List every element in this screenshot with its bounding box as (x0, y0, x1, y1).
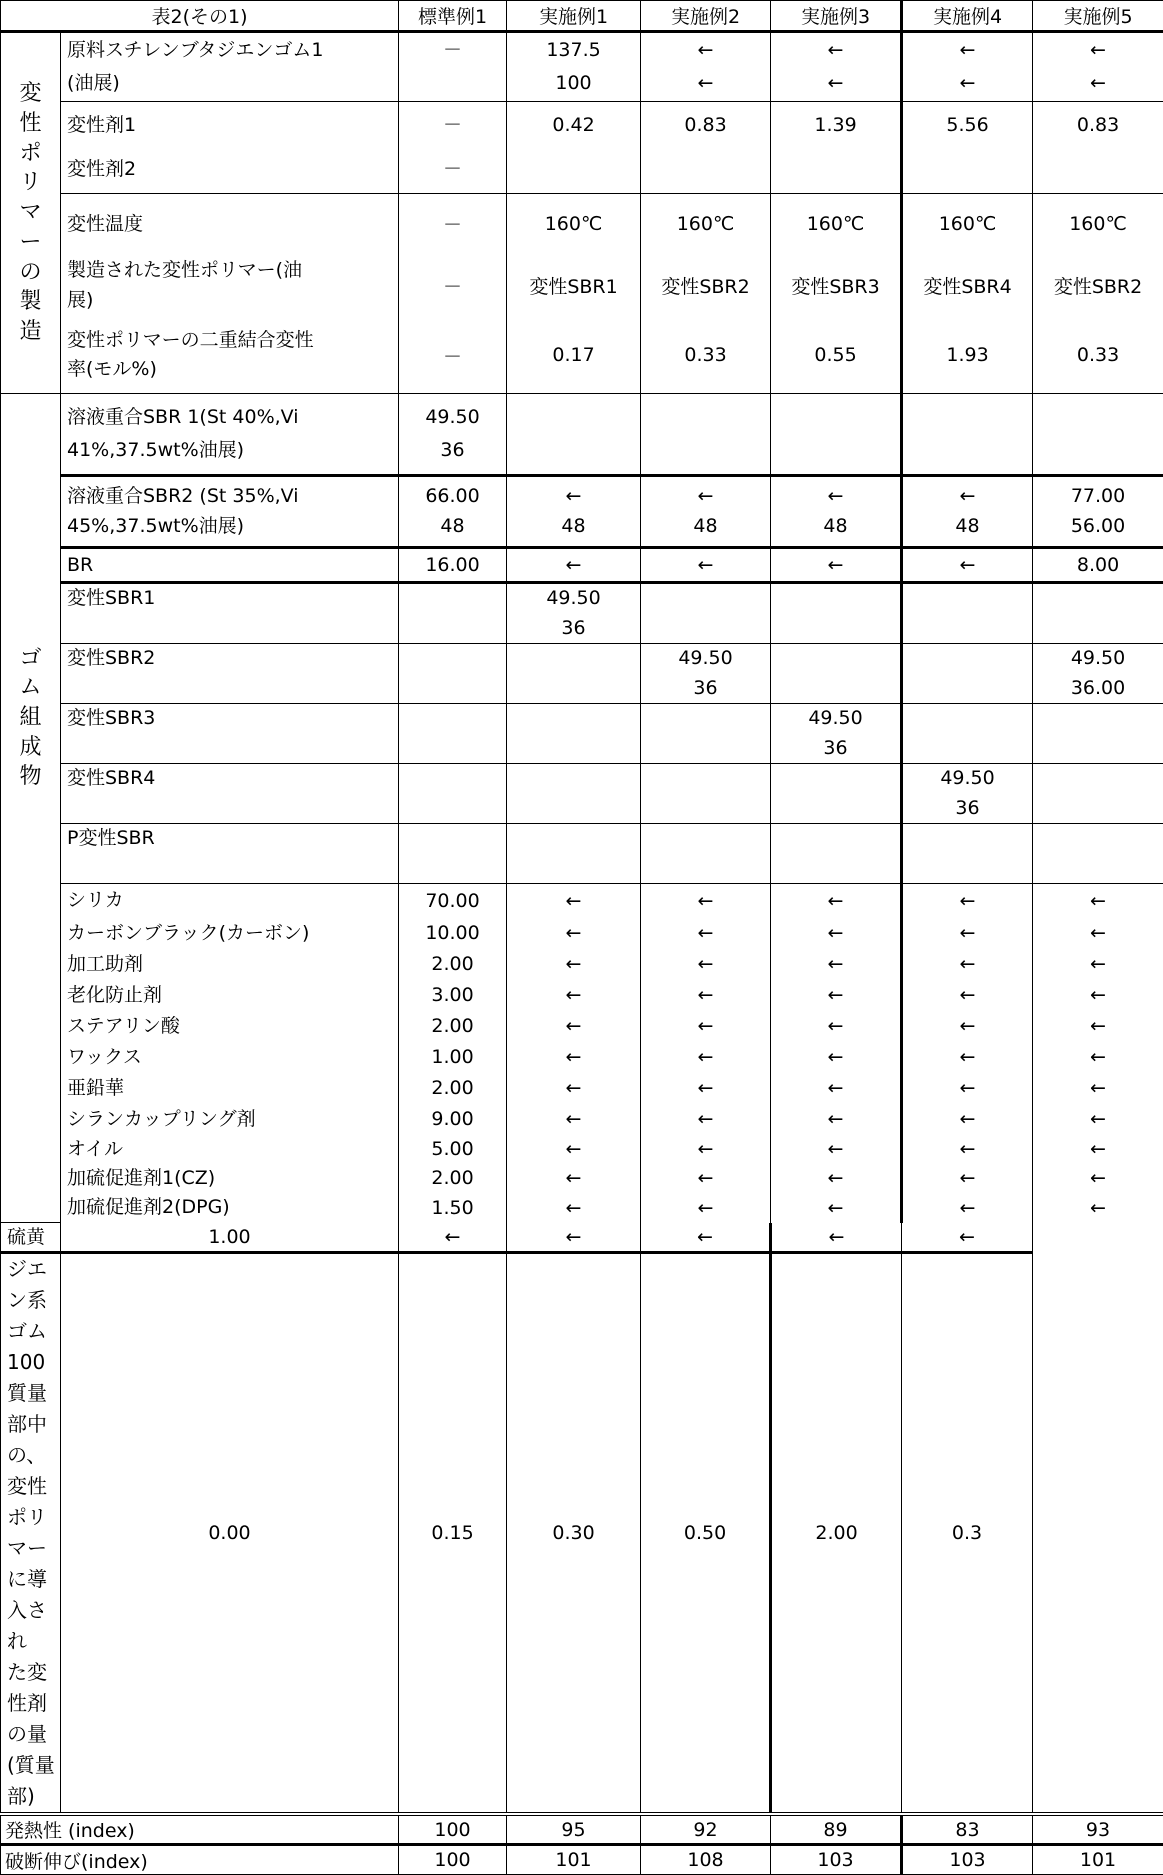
cell: ← ← (641, 32, 771, 102)
cell: 49.50 36 (641, 644, 771, 704)
cell: ← (1033, 918, 1163, 949)
cell: 0.55 (771, 318, 902, 394)
cell: ← (641, 884, 771, 918)
cell: ← (641, 1011, 771, 1042)
table-row-additive (1, 918, 1163, 949)
cell: 1.39 (771, 102, 902, 194)
cell: 101 (507, 1845, 641, 1875)
table-row-modifier (1, 102, 1163, 194)
cell: ← (902, 949, 1033, 980)
table-row-br (1, 548, 1163, 583)
cell: 0.42 (507, 102, 641, 194)
cell: ← (641, 548, 771, 583)
cell: ← (507, 1223, 641, 1253)
table-row-modifier-amount (1, 1253, 1163, 1815)
row-label: 加硫促進剤2(DPG) (61, 1193, 399, 1223)
cell: ← (1033, 980, 1163, 1011)
cell (641, 394, 771, 476)
cell: － (399, 32, 507, 102)
row-label: P変性SBR (61, 824, 399, 884)
row-label: 変性剤1 変性剤2 (61, 102, 399, 194)
cell: ← (641, 980, 771, 1011)
table-row-additive (1, 1042, 1163, 1073)
cell: 70.00 (399, 884, 507, 918)
cell: 10.00 (399, 918, 507, 949)
row-label: 発熱性 (index) (1, 1814, 399, 1845)
table-row-additive (1, 1011, 1163, 1042)
cell: 49.50 36.00 (1033, 644, 1163, 704)
cell: ← (1033, 1104, 1163, 1135)
cell: ← (771, 548, 902, 583)
cell: ← (902, 1073, 1033, 1104)
row-label: 溶液重合SBR2 (St 35%,Vi 45%,37.5wt%油展) (61, 476, 399, 548)
table-row-mod-rate (1, 318, 1163, 394)
col-header-example3: 実施例3 (771, 1, 902, 32)
cell: ← (902, 1104, 1033, 1135)
cell: ← (902, 1164, 1033, 1193)
table-row-additive (1, 1073, 1163, 1104)
row-label: 変性温度 (61, 194, 399, 254)
cell (902, 394, 1033, 476)
cell: ← (902, 884, 1033, 918)
cell: 1.00 (61, 1223, 399, 1253)
cell: ← (902, 1193, 1033, 1223)
cell: 160℃ (1033, 194, 1163, 254)
table-row-additive (1, 1164, 1163, 1193)
cell (399, 583, 507, 644)
cell (507, 394, 641, 476)
cell: － (399, 254, 507, 318)
cell (399, 704, 507, 764)
cell: 5.56 (902, 102, 1033, 194)
cell: ← (399, 1223, 507, 1253)
table-row-additive (1, 884, 1163, 918)
cell: ← (1033, 1073, 1163, 1104)
cell: 77.00 56.00 (1033, 476, 1163, 548)
cell: 0.33 (1033, 318, 1163, 394)
cell: ← 48 (507, 476, 641, 548)
cell: ← 48 (902, 476, 1033, 548)
cell: ← (902, 1042, 1033, 1073)
cell: ← (507, 949, 641, 980)
cell: ← (771, 1193, 902, 1223)
cell: ← (641, 918, 771, 949)
cell: ← (507, 884, 641, 918)
cell: 92 (641, 1814, 771, 1845)
cell: ← (641, 1073, 771, 1104)
table-row-additive (1, 980, 1163, 1011)
row-label: ステアリン酸 (61, 1011, 399, 1042)
cell (399, 824, 507, 884)
cell: ← (641, 1193, 771, 1223)
cell: ← (1033, 949, 1163, 980)
section-label-rubber-composition: ゴ ム 組 成 物 (1, 394, 61, 1223)
cell (902, 824, 1033, 884)
cell: 108 (641, 1845, 771, 1875)
cell: 変性SBR2 (1033, 254, 1163, 318)
cell: 0.00 (61, 1253, 399, 1815)
cell (771, 583, 902, 644)
row-label: カーボンブラック(カーボン) (61, 918, 399, 949)
table-row-msbr2 (1, 644, 1163, 704)
cell: 103 (771, 1845, 902, 1875)
cell: ← (641, 949, 771, 980)
cell: ← 48 (771, 476, 902, 548)
cell: ← (771, 1135, 902, 1164)
cell (771, 824, 902, 884)
row-label: 変性SBR3 (61, 704, 399, 764)
table-row-produced-polymer (1, 254, 1163, 318)
cell: 1.50 (399, 1193, 507, 1223)
cell (507, 764, 641, 824)
cell: － (399, 318, 507, 394)
cell (641, 824, 771, 884)
cell (1033, 704, 1163, 764)
cell: 0.17 (507, 318, 641, 394)
cell: ← (507, 1135, 641, 1164)
table-row-raw-sbr (1, 32, 1163, 102)
row-label: 老化防止剤 (61, 980, 399, 1011)
cell (507, 644, 641, 704)
row-label: ワックス (61, 1042, 399, 1073)
cell: ← (771, 1042, 902, 1073)
row-label: 変性SBR2 (61, 644, 399, 704)
cell: ← (771, 1104, 902, 1135)
cell: 160℃ (507, 194, 641, 254)
cell: 101 (1033, 1845, 1163, 1875)
cell (771, 394, 902, 476)
cell: 5.00 (399, 1135, 507, 1164)
cell: ← (641, 1104, 771, 1135)
cell (902, 644, 1033, 704)
cell: ← (507, 1104, 641, 1135)
cell: 89 (771, 1814, 902, 1845)
table-row-additive (1, 1135, 1163, 1164)
table-row-msbr1 (1, 583, 1163, 644)
row-label: BR (61, 548, 399, 583)
cell: ← (1033, 1042, 1163, 1073)
cell (1033, 764, 1163, 824)
cell (902, 583, 1033, 644)
cell: 2.00 (399, 1073, 507, 1104)
cell (641, 704, 771, 764)
row-label: 加工助剤 (61, 949, 399, 980)
cell: 100 (399, 1845, 507, 1875)
cell: ← (507, 1042, 641, 1073)
col-header-example1: 実施例1 (507, 1, 641, 32)
cell: 変性SBR3 (771, 254, 902, 318)
cell: ← (1033, 1011, 1163, 1042)
cell: ← (902, 918, 1033, 949)
table-row-mod-temp (1, 194, 1163, 254)
cell (399, 764, 507, 824)
cell: 変性SBR1 (507, 254, 641, 318)
cell: 160℃ (641, 194, 771, 254)
row-label: 変性SBR4 (61, 764, 399, 824)
col-header-standard1: 標準例1 (399, 1, 507, 32)
cell: ← (641, 1135, 771, 1164)
cell: ← (507, 1164, 641, 1193)
cell: 0.83 (1033, 102, 1163, 194)
cell: ← (902, 548, 1033, 583)
cell: ← (771, 884, 902, 918)
cell: 2.00 (399, 1011, 507, 1042)
row-label: 溶液重合SBR 1(St 40%,Vi 41%,37.5wt%油展) (61, 394, 399, 476)
table-row-ssbr1 (1, 394, 1163, 476)
table-row-elongation (1, 1845, 1163, 1875)
cell: 49.50 36 (507, 583, 641, 644)
row-label: シリカ (61, 884, 399, 918)
cell: ← (641, 1164, 771, 1193)
section-label-modified-polymer: 変 性 ポ リ マ ー の 製 造 (1, 32, 61, 394)
cell (1033, 394, 1163, 476)
cell: ← 48 (641, 476, 771, 548)
cell: ← (507, 1011, 641, 1042)
cell: 0.83 (641, 102, 771, 194)
cell (1033, 583, 1163, 644)
cell: ← (507, 1193, 641, 1223)
cell: ← (771, 1073, 902, 1104)
table-row-additive (1, 949, 1163, 980)
cell (771, 764, 902, 824)
cell: － (399, 194, 507, 254)
col-header-example4: 実施例4 (902, 1, 1033, 32)
cell: ← (902, 1011, 1033, 1042)
cell: 1.93 (902, 318, 1033, 394)
cell: ← (1033, 1135, 1163, 1164)
table-row-additive (1, 1193, 1163, 1223)
cell (1033, 824, 1163, 884)
cell: ← (507, 1073, 641, 1104)
cell: 変性SBR4 (902, 254, 1033, 318)
cell (507, 704, 641, 764)
cell: 100 (399, 1814, 507, 1845)
cell: 16.00 (399, 548, 507, 583)
cell: ← (1033, 1164, 1163, 1193)
cell: ← (771, 1011, 902, 1042)
cell: 0.15 (399, 1253, 507, 1815)
cell: ← (507, 980, 641, 1011)
cell: 49.50 36 (771, 704, 902, 764)
table-row-psbr (1, 824, 1163, 884)
cell: ← (507, 918, 641, 949)
table-row-additive (1, 1223, 1163, 1253)
row-label: ジエン系ゴム100質量部中 の、変性ポリマーに導入され た変性剤の量(質量部) (1, 1253, 61, 1815)
cell: 2.00 (399, 949, 507, 980)
cell: ← (902, 1135, 1033, 1164)
cell: ← (641, 1042, 771, 1073)
cell: 3.00 (399, 980, 507, 1011)
row-label: シランカップリング剤 (61, 1104, 399, 1135)
table-title: 表2(その1) (1, 1, 399, 32)
cell: 83 (902, 1814, 1033, 1845)
row-label: 変性SBR1 (61, 583, 399, 644)
cell: ← (771, 1223, 902, 1253)
cell: 0.33 (641, 318, 771, 394)
cell: ← ← (902, 32, 1033, 102)
cell (641, 764, 771, 824)
cell: 変性SBR2 (641, 254, 771, 318)
cell (902, 704, 1033, 764)
cell: ← (1033, 884, 1163, 918)
col-header-example2: 実施例2 (641, 1, 771, 32)
cell: ← ← (771, 32, 902, 102)
cell: 49.50 36 (902, 764, 1033, 824)
cell: 0.30 (507, 1253, 641, 1815)
row-label: オイル (61, 1135, 399, 1164)
cell: ← (507, 548, 641, 583)
cell (399, 644, 507, 704)
cell: 66.00 48 (399, 476, 507, 548)
row-label: 変性ポリマーの二重結合変性 率(モル%) (61, 318, 399, 394)
cell: 137.5 100 (507, 32, 641, 102)
row-label: 亜鉛華 (61, 1073, 399, 1104)
cell: ← (771, 918, 902, 949)
cell: 2.00 (399, 1164, 507, 1193)
col-header-example5: 実施例5 (1033, 1, 1163, 32)
row-label: 製造された変性ポリマー(油 展) (61, 254, 399, 318)
cell: 0.50 (641, 1253, 771, 1815)
row-label: 加硫促進剤1(CZ) (61, 1164, 399, 1193)
cell: 93 (1033, 1814, 1163, 1845)
cell: 49.50 36 (399, 394, 507, 476)
cell: ← (902, 980, 1033, 1011)
table-row-msbr3 (1, 704, 1163, 764)
cell (507, 824, 641, 884)
cell: 103 (902, 1845, 1033, 1875)
cell (771, 644, 902, 704)
table-row-additive (1, 1104, 1163, 1135)
row-label: 破断伸び(index) (1, 1845, 399, 1875)
table-row-ssbr2 (1, 476, 1163, 548)
cell: ← ← (1033, 32, 1163, 102)
table-row-heat-generation (1, 1814, 1163, 1845)
cell: 9.00 (399, 1104, 507, 1135)
row-label: 原料スチレンブタジエンゴム1 (油展) (61, 32, 399, 102)
cell: ← (771, 1164, 902, 1193)
cell: 1.00 (399, 1042, 507, 1073)
table-row-msbr4 (1, 764, 1163, 824)
cell: 160℃ (771, 194, 902, 254)
cell: 95 (507, 1814, 641, 1845)
cell: ← (641, 1223, 771, 1253)
cell: － － (399, 102, 507, 194)
header-row (1, 1, 1163, 32)
cell: ← (771, 980, 902, 1011)
cell (641, 583, 771, 644)
cell: ← (771, 949, 902, 980)
cell: 160℃ (902, 194, 1033, 254)
cell: 0.3 (902, 1253, 1033, 1815)
row-label: 硫黄 (1, 1223, 61, 1253)
cell: 2.00 (771, 1253, 902, 1815)
cell: 8.00 (1033, 548, 1163, 583)
cell: ← (1033, 1193, 1163, 1223)
cell: ← (902, 1223, 1033, 1253)
